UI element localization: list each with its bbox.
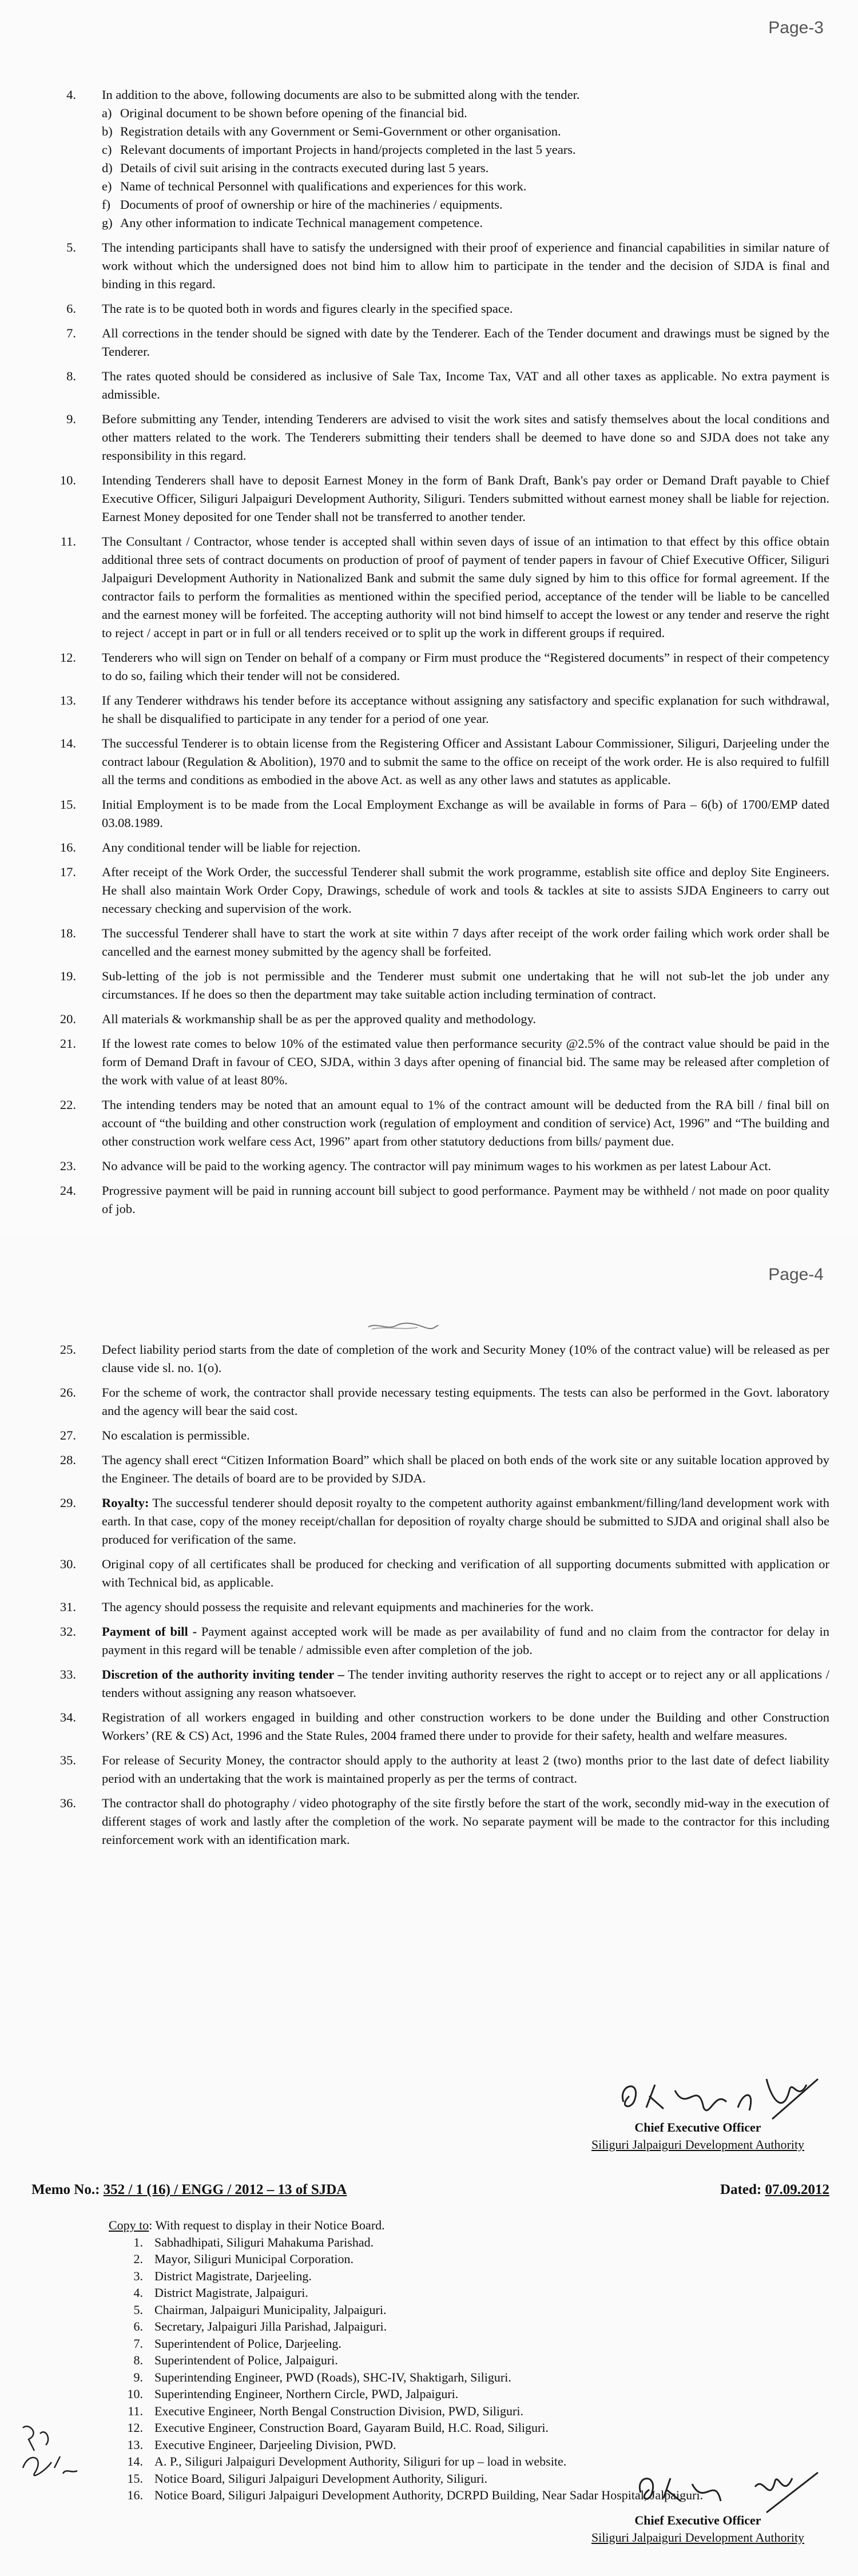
clause-item <box>31 1035 829 1090</box>
clause-text: Registration of all workers engaged in building and other construction workers to be done under the Building and other Construction Workers’ (RE & CS) Act, 1996 and the State Rules, 2004 framed there under to provide for their safety, health and welfare measures. <box>102 1710 829 1743</box>
clause-number: 25. <box>59 1342 76 1357</box>
copy-to-list <box>109 2217 703 2504</box>
clause-body <box>102 238 829 293</box>
clause-item <box>31 1665 829 1702</box>
sub-item-text: Relevant documents of important Projects in hand/projects completed in the last 5 years. <box>120 142 576 157</box>
clause-text: Any conditional tender will be liable for rejection. <box>102 840 361 854</box>
copy-recipient <box>109 2268 703 2285</box>
clause-body <box>102 1598 829 1616</box>
sub-item-text: Registration details with any Government or Semi-Government or other organisation. <box>120 124 561 138</box>
clause-number: 11. <box>60 534 76 548</box>
recipient-name: District Magistrate, Jalpaiguri. <box>154 2285 308 2300</box>
clause-text: For release of Security Money, the contractor should apply to the authority at least 2 (two) months prior to the last date of defect liability period with an undertaking that the work is maintained properly as per the terms of contract. <box>102 1753 829 1786</box>
recipient-name: Mayor, Siliguri Municipal Corporation. <box>154 2252 354 2266</box>
clause-item <box>31 1708 829 1745</box>
clause-number: 31. <box>59 1600 76 1614</box>
recipient-number: 6. <box>133 2319 143 2333</box>
clause-text: The agency shall erect “Citizen Information Board” which shall be placed on both ends of the work site or any suitable location approved by the Engineer. The details of board are to be provided by SJDA. <box>102 1453 829 1485</box>
signatory-title: Chief Executive Officer <box>634 2513 761 2527</box>
recipient-name: Executive Engineer, Construction Board, Gayaram Build, H.C. Road, Siliguri. <box>154 2420 549 2435</box>
clause-text: The successful Tenderer shall have to start the work at site within 7 days after receipt of the work order failing which work order shall be cancelled and the earnest money submitted by the agency shall be forfeited. <box>102 926 829 959</box>
clause-item <box>31 1494 829 1549</box>
sub-item <box>102 214 829 232</box>
clause-number: 13. <box>59 693 76 707</box>
sub-item <box>102 196 829 214</box>
sub-item-text: Documents of proof of ownership or hire of the machineries / equipments. <box>120 197 503 212</box>
clause-number: 10. <box>59 473 76 487</box>
recipient-number: 8. <box>133 2353 143 2367</box>
recipient-name: Executive Engineer, North Bengal Construction Division, PWD, Siliguri. <box>154 2403 523 2418</box>
clause-body <box>102 924 829 961</box>
sub-item-text: Name of technical Personnel with qualifications and experiences for this work. <box>120 179 527 193</box>
recipient-number: 3. <box>133 2268 143 2283</box>
page-number: Page-3 <box>768 18 824 37</box>
clause-heading: Discretion of the authority inviting tender – <box>102 1667 344 1681</box>
clause-body <box>102 471 829 526</box>
clause-body <box>102 1623 829 1659</box>
clause-item <box>31 300 829 318</box>
clause-item <box>31 1182 829 1218</box>
copy-recipient <box>109 2436 703 2454</box>
clause-item <box>31 1751 829 1788</box>
stamp-scribble <box>366 1320 440 1333</box>
clause-body <box>102 967 829 1004</box>
handwritten-initials <box>11 2416 86 2491</box>
clause-number: 6. <box>66 301 76 316</box>
copy-recipient <box>109 2301 703 2319</box>
clause-body <box>102 410 829 465</box>
clause-number: 15. <box>59 797 76 812</box>
clause-text: No escalation is permissible. <box>102 1428 250 1442</box>
recipient-name: Superintending Engineer, PWD (Roads), SHC-IV, Shaktigarh, Siliguri. <box>154 2370 511 2384</box>
sub-item-letter: a) <box>102 106 112 120</box>
recipient-number: 11. <box>128 2403 143 2418</box>
sub-item <box>102 122 829 141</box>
recipient-number: 15. <box>127 2471 143 2486</box>
clause-number: 32. <box>59 1624 76 1639</box>
clause-text: The intending participants shall have to satisfy the undersigned with their proof of experience and financial capabilities in similar nature of work without which the undersigned does not bind him to allow him to participate in the tender and the decision of SJDA is final and binding in this regard. <box>102 240 829 291</box>
clause-text: If the lowest rate comes to below 10% of the estimated value then performance security @2.5% of the contract value should be paid in the form of Demand Draft in favour of CEO, SJDA, within 3 days after opening of financial bid. The same may be released after completion of the work with value of at least 80%. <box>102 1036 829 1087</box>
clause-text: The tender inviting authority reserves the right to accept or to reject any or all applications / tenders without assigning any reason whatsoever. <box>102 1667 829 1700</box>
page-number: Page-4 <box>768 1265 824 1284</box>
clause-body <box>102 300 829 318</box>
clause-text: Payment against accepted work will be made as per availability of fund and no claim from the contractor for delay in payment in this regard will be tenable / admissible even after completion of the job. <box>102 1624 829 1657</box>
clause-item <box>31 1598 829 1616</box>
copy-recipient <box>109 2234 703 2251</box>
copy-recipient <box>109 2419 703 2436</box>
sub-item-text: Any other information to indicate Technical management competence. <box>120 216 483 230</box>
clause-number: 24. <box>59 1183 76 1198</box>
clause-number: 30. <box>59 1557 76 1571</box>
recipient-number: 1. <box>133 2235 143 2249</box>
clause-number: 20. <box>59 1012 76 1026</box>
clause-item <box>31 1794 829 1849</box>
clause-body <box>102 649 829 685</box>
recipient-number: 2. <box>133 2252 143 2266</box>
clause-list <box>31 86 829 1225</box>
copy-recipient <box>109 2453 703 2470</box>
clause-item <box>31 1096 829 1151</box>
clause-text: The rate is to be quoted both in words and figures clearly in the specified space. <box>102 301 513 316</box>
clause-number: 14. <box>59 736 76 750</box>
clause-item <box>31 924 829 961</box>
clause-body <box>102 1182 829 1218</box>
recipient-number: 14. <box>127 2454 143 2468</box>
clause-item <box>31 410 829 465</box>
clause-body <box>102 1665 829 1702</box>
clause-text: If any Tenderer withdraws his tender before its acceptance without assigning any satisfactory and specific explanation for such withdrawal, he shall be disqualified to participate in any tender for a period of one year. <box>102 693 829 726</box>
clause-body <box>102 1010 829 1028</box>
clause-item <box>31 324 829 361</box>
clause-item <box>31 1341 829 1377</box>
sub-item <box>102 159 829 177</box>
copy-recipient <box>109 2386 703 2403</box>
recipient-name: District Magistrate, Darjeeling. <box>154 2268 312 2283</box>
sub-item-letter: c) <box>102 142 112 157</box>
clause-text: The contractor shall do photography / video photography of the site firstly before the start of the work, secondly mid-way in the execution of different stages of work and lastly after the completion of the work. No separate payment will be made to the contractor for this including reinforcement work with an identification mark. <box>102 1796 829 1847</box>
clause-number: 18. <box>59 926 76 940</box>
sub-item-letter: g) <box>102 216 113 230</box>
recipient-number: 13. <box>127 2437 143 2452</box>
document-page-4 <box>0 1235 858 2576</box>
clause-text: In addition to the above, following documents are also to be submitted along with the tender. <box>102 88 580 102</box>
clause-number: 4. <box>66 88 76 102</box>
recipient-number: 10. <box>127 2387 143 2401</box>
clause-text: Tenderers who will sign on Tender on behalf of a company or Firm must produce the “Registered documents” in respect of their competency to do so, failing which their tender will not be considered. <box>102 650 829 683</box>
clause-item <box>31 1451 829 1488</box>
recipient-number: 12. <box>127 2420 143 2435</box>
clause-number: 28. <box>59 1453 76 1467</box>
clause-body <box>102 734 829 789</box>
sub-item-letter: f) <box>102 197 110 212</box>
clause-item <box>31 649 829 685</box>
clause-body <box>102 1751 829 1788</box>
clause-body <box>102 324 829 361</box>
sub-item <box>102 177 829 196</box>
clause-item <box>31 532 829 642</box>
recipient-number: 16. <box>127 2488 143 2502</box>
clause-number: 23. <box>59 1159 76 1173</box>
clause-text: Sub-letting of the job is not permissible and the Tenderer must submit one undertaking that he will not sub-let the job under any circumstances. If he does so then the department may take suitable action including termination of contract. <box>102 969 829 1001</box>
clause-item <box>31 238 829 293</box>
clause-body <box>102 1426 829 1445</box>
clause-number: 27. <box>59 1428 76 1442</box>
clause-body <box>102 1708 829 1745</box>
clause-number: 19. <box>59 969 76 983</box>
copy-to-heading: Copy to: With request to display in their Notice Board. <box>109 2218 385 2232</box>
copy-recipient <box>109 2335 703 2352</box>
clause-text: The Consultant / Contractor, whose tender is accepted shall within seven days of issue of an intimation to that effect by this office obtain additional three sets of contract documents on production of proof of payment of tender papers in favour of Chief Executive Officer, Siliguri Jalpaiguri Development Authority in Nationalized Bank and submit the same duly signed by him to this office for formal agreement. If the contractor fails to perform the formalities as mentioned within the specified period, acceptance of the tender will be liable to be cancelled and the earnest money will be forfeited. The accepting authority will not bind himself to accept the lowest or any tender and reserve the right to reject / accept in part or in full or all tenders received or to split up the work in different groups if required. <box>102 534 829 640</box>
clause-text: For the scheme of work, the contractor shall provide necessary testing equipments. The tests can also be performed in the Govt. laboratory and the agency will bear the said cost. <box>102 1385 829 1418</box>
clause-number: 9. <box>66 412 76 426</box>
sub-item-text: Original document to be shown before opening of the financial bid. <box>120 106 467 120</box>
sub-item-letter: d) <box>102 161 113 175</box>
sub-item <box>102 141 829 159</box>
recipient-number: 9. <box>133 2370 143 2384</box>
copy-recipient <box>109 2470 703 2487</box>
clause-item <box>31 367 829 404</box>
sub-item <box>102 104 829 122</box>
clause-body <box>102 863 829 918</box>
signature-block <box>572 2512 824 2546</box>
clause-body <box>102 532 829 642</box>
clause-number: 26. <box>59 1385 76 1400</box>
recipient-name: Superintendent of Police, Jalpaiguri. <box>154 2353 338 2367</box>
clause-body <box>102 796 829 832</box>
recipient-name: Chairman, Jalpaiguri Municipality, Jalpaiguri. <box>154 2302 387 2317</box>
clause-body <box>102 1494 829 1549</box>
recipient-name: Secretary, Jalpaiguri Jilla Parishad, Jalpaiguri. <box>154 2319 387 2333</box>
copy-recipient <box>109 2318 703 2335</box>
clause-item <box>31 838 829 857</box>
clause-text: Before submitting any Tender, intending Tenderers are advised to visit the work sites and satisfy themselves about the local conditions and other matters related to the work. The Tenderers submitting their tenders shall be deemed to have done so and SJDA does not take any responsibility in this regard. <box>102 412 829 463</box>
clause-item <box>31 1157 829 1175</box>
clause-body <box>102 1157 829 1175</box>
clause-body <box>102 1035 829 1090</box>
clause-number: 16. <box>59 840 76 854</box>
clause-number: 34. <box>59 1710 76 1724</box>
clause-body <box>102 838 829 857</box>
recipient-name: Executive Engineer, Darjeeling Division, PWD. <box>154 2437 396 2452</box>
recipient-number: 5. <box>133 2302 143 2317</box>
clause-number: 21. <box>59 1036 76 1051</box>
clause-list <box>31 1341 829 1855</box>
clause-body <box>102 1794 829 1849</box>
clause-number: 33. <box>59 1667 76 1681</box>
clause-heading: Royalty: <box>102 1496 149 1510</box>
clause-text: Intending Tenderers shall have to deposit Earnest Money in the form of Bank Draft, Bank's pay order or Demand Draft payable to Chief Executive Officer, Siliguri Jalpaiguri Development Authority, Siliguri. Tenders submitted without earnest money shall be liable for rejection. Earnest Money deposited for one Tender shall not be transferred to another tender. <box>102 473 829 524</box>
clause-item <box>31 1426 829 1445</box>
clause-text: The rates quoted should be considered as inclusive of Sale Tax, Income Tax, VAT and all other taxes as applicable. No extra payment is admissible. <box>102 369 829 401</box>
clause-item <box>31 1010 829 1028</box>
clause-number: 17. <box>59 865 76 879</box>
clause-text: Defect liability period starts from the date of completion of the work and Security Money (10% of the contract value) will be released as per clause vide sl. no. 1(o). <box>102 1342 829 1375</box>
clause-text: Progressive payment will be paid in running account bill subject to good performance. Payment may be withheld / not made on poor quality of job. <box>102 1183 829 1216</box>
copy-recipient <box>109 2251 703 2268</box>
clause-number: 29. <box>59 1496 76 1510</box>
clause-body <box>102 86 829 232</box>
clause-heading: Payment of bill - <box>102 1624 197 1639</box>
clause-number: 22. <box>59 1098 76 1112</box>
clause-text: All materials & workmanship shall be as per the approved quality and methodology. <box>102 1012 536 1026</box>
clause-item <box>31 863 829 918</box>
clause-number: 5. <box>66 240 76 255</box>
copy-recipient <box>109 2487 703 2504</box>
clause-text: The intending tenders may be noted that an amount equal to 1% of the contract amount will be deducted from the RA bill / final bill on account of “the building and other construction work (regulation of employment and condition of service) Act, 1996” and “The building and other construction work welfare cess Act, 1996” apart from other statutory deductions from bills/ payment due. <box>102 1098 829 1148</box>
sub-item-letter: e) <box>102 179 112 193</box>
clause-text: The successful tenderer should deposit royalty to the competent authority against embankment/filling/land development work with earth. In that case, copy of the money receipt/challan for deposition of royalty charge should be submitted to SJDA and original shall also be produced for verification of the same. <box>102 1496 829 1547</box>
clause-text: The successful Tenderer is to obtain license from the Registering Officer and Assistant Labour Commissioner, Siliguri, Darjeeling under the contract labour (Regulation & Abolition), 1970 and to submit the same to the office on receipt of the work order. He is also required to fulfill all the terms and conditions as embodied in the above Act. as well as any other laws and statutes as applicable. <box>102 736 829 787</box>
clause-item <box>31 86 829 232</box>
clause-number: 8. <box>66 369 76 383</box>
recipient-number: 4. <box>133 2285 143 2300</box>
clause-text: No advance will be paid to the working agency. The contractor will pay minimum wages to his workmen as per latest Labour Act. <box>102 1159 772 1173</box>
clause-text: Original copy of all certificates shall be produced for checking and verification of all supporting documents submitted with application or with Technical bid, as applicable. <box>102 1557 829 1589</box>
signatory-title: Chief Executive Officer <box>634 2120 761 2134</box>
recipient-name: Notice Board, Siliguri Jalpaiguri Development Authority, DCRPD Building, Near Sadar Hospital, Jalpaiguri. <box>154 2488 704 2502</box>
recipient-name: Superintending Engineer, Northern Circle, PWD, Jalpaiguri. <box>154 2387 459 2401</box>
recipient-name: Superintendent of Police, Darjeeling. <box>154 2336 341 2351</box>
clause-text: The agency should possess the requisite and relevant equipments and machineries for the work. <box>102 1600 594 1614</box>
clause-body <box>102 1341 829 1377</box>
sub-item-text: Details of civil suit arising in the contracts executed during last 5 years. <box>120 161 489 175</box>
signature-block <box>572 2119 824 2153</box>
clause-item <box>31 471 829 526</box>
recipient-number: 7. <box>133 2336 143 2351</box>
signatory-organisation: Siliguri Jalpaiguri Development Authority <box>591 2530 805 2545</box>
memo-date: Dated: 07.09.2012 <box>720 2182 829 2197</box>
document-page-3 <box>0 0 858 1235</box>
memo-line <box>31 2182 829 2198</box>
copy-recipient <box>109 2284 703 2301</box>
clause-text: Initial Employment is to be made from the Local Employment Exchange as will be available in forms of Para – 6(b) of 1700/EMP dated 03.08.1989. <box>102 797 829 830</box>
clause-text: All corrections in the tender should be signed with date by the Tenderer. Each of the Tender document and drawings must be signed by the Tenderer. <box>102 326 829 359</box>
memo-number: Memo No.: 352 / 1 (16) / ENGG / 2012 – 13 of SJDA <box>31 2182 347 2197</box>
clause-number: 7. <box>66 326 76 340</box>
clause-item <box>31 967 829 1004</box>
recipient-name: Notice Board, Siliguri Jalpaiguri Development Authority, Siliguri. <box>154 2471 488 2486</box>
copy-recipient <box>109 2352 703 2369</box>
clause-item <box>31 1555 829 1592</box>
clause-body <box>102 691 829 728</box>
copy-recipient <box>109 2369 703 2386</box>
clause-body <box>102 367 829 404</box>
clause-item <box>31 734 829 789</box>
clause-body <box>102 1555 829 1592</box>
recipient-name: Sabhadhipati, Siliguri Mahakuma Parishad. <box>154 2235 374 2249</box>
recipient-name: A. P., Siliguri Jalpaiguri Development Authority, Siliguri for up – load in website. <box>154 2454 567 2468</box>
clause-item <box>31 1623 829 1659</box>
clause-text: After receipt of the Work Order, the successful Tenderer shall submit the work programme, establish site office and deploy Site Engineers. He shall also maintain Work Order Copy, Drawings, schedule of work and tools & tackles at site to assists SJDA Engineers to carry out necessary checking and supervision of the work. <box>102 865 829 916</box>
copy-recipient <box>109 2403 703 2420</box>
signatory-organisation: Siliguri Jalpaiguri Development Authority <box>591 2137 805 2152</box>
clause-number: 12. <box>59 650 76 665</box>
clause-body <box>102 1096 829 1151</box>
clause-item <box>31 796 829 832</box>
clause-item <box>31 1384 829 1420</box>
clause-body <box>102 1451 829 1488</box>
clause-number: 36. <box>59 1796 76 1810</box>
clause-item <box>31 691 829 728</box>
clause-body <box>102 1384 829 1420</box>
sub-item-letter: b) <box>102 124 113 138</box>
clause-number: 35. <box>59 1753 76 1767</box>
